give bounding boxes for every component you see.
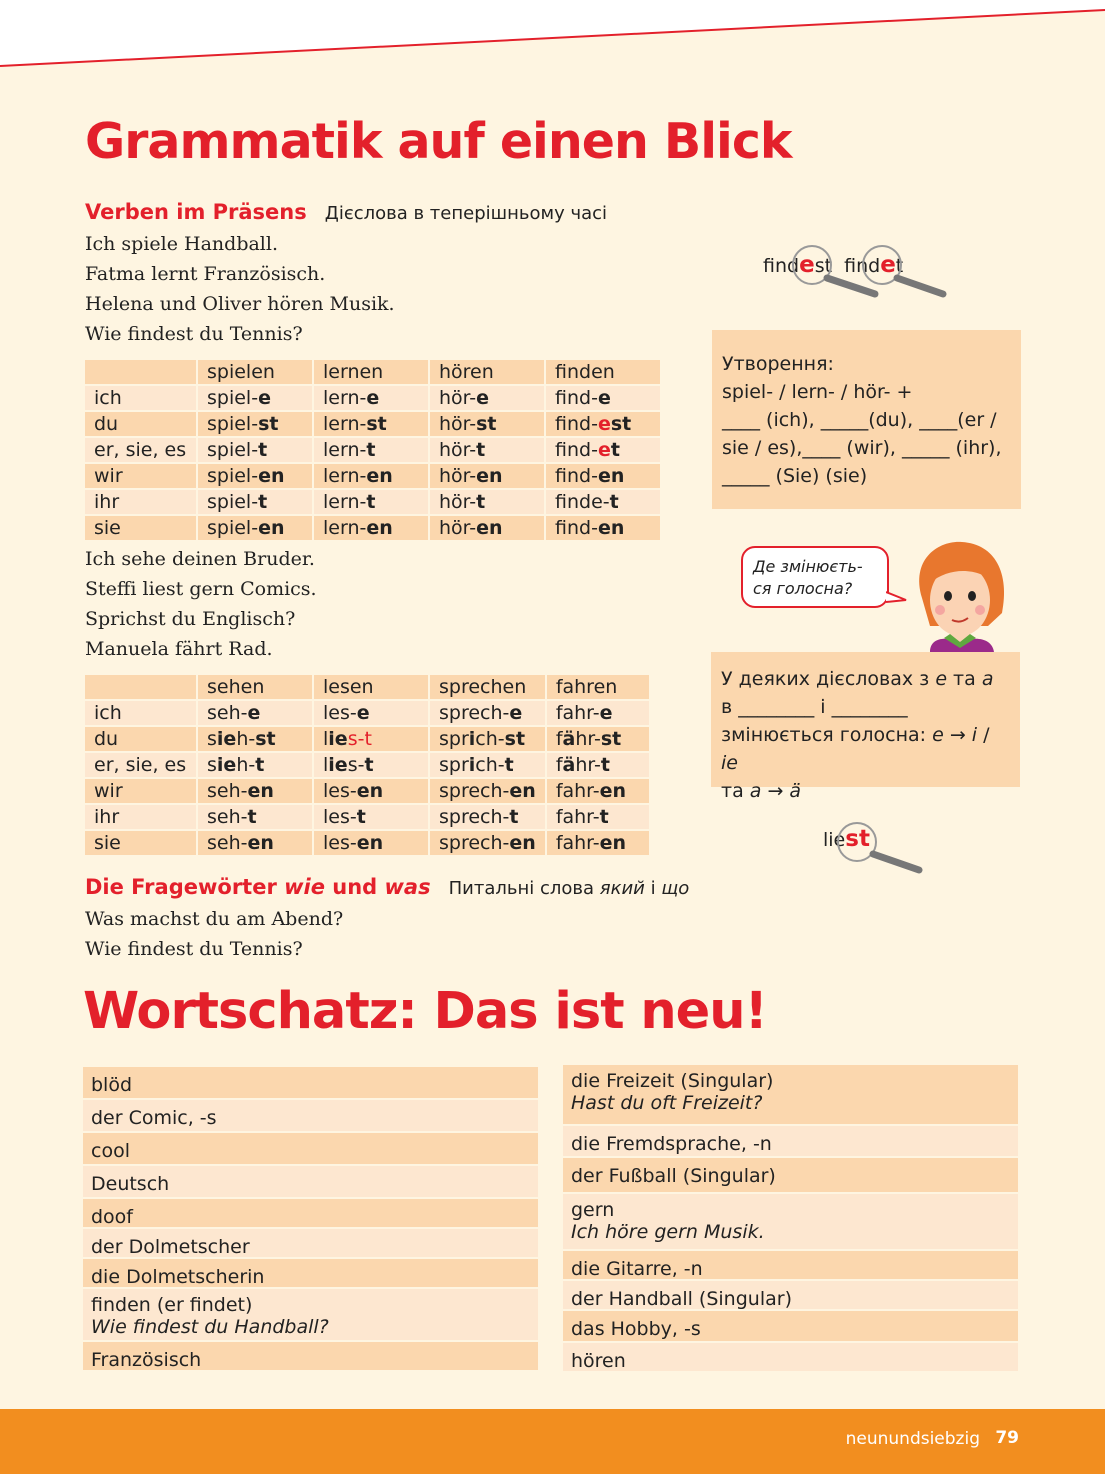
- table-cell: spiel-t: [198, 490, 312, 514]
- table-cell: du: [85, 412, 196, 436]
- example-sentence: Helena und Oliver hören Musik.: [85, 293, 395, 315]
- table-row: [85, 386, 660, 410]
- table-row: [85, 779, 649, 803]
- vocab-word: Deutsch: [91, 1173, 170, 1195]
- table-cell: seh-en: [198, 831, 312, 855]
- vocab-item: [563, 1281, 1018, 1309]
- top-red-line: [0, 0, 1105, 70]
- vocab-item: [83, 1100, 538, 1131]
- vocab-word: finden (er findet): [91, 1294, 253, 1316]
- table-header-cell: sprechen: [430, 675, 545, 699]
- section-heading-questions: [85, 875, 689, 899]
- vocab-word: blöd: [91, 1074, 133, 1096]
- vowel-change-box: [711, 652, 1020, 802]
- vocab-word: der Handball (Singular): [571, 1288, 792, 1310]
- table-cell: hör-t: [430, 438, 544, 462]
- page-top-margin: [0, 0, 1105, 70]
- vocab-item: [83, 1342, 538, 1370]
- table-cell: sprich-st: [430, 727, 545, 751]
- questions-heading-translation: Питальні слова який і що: [448, 878, 690, 899]
- vocab-item: [563, 1065, 1018, 1124]
- table-cell: wir: [85, 779, 196, 803]
- footer-page-word: neunundsiebzig: [845, 1429, 980, 1449]
- vocab-item: [563, 1343, 1018, 1371]
- table-cell: sie: [85, 831, 196, 855]
- table-row: [85, 412, 660, 436]
- formation-line: _____ (Sie) (sie): [722, 465, 868, 487]
- questions-heading-text: Die Fragewörter wie und was: [85, 875, 431, 899]
- vocab-item: [563, 1126, 1018, 1156]
- table-row: [85, 753, 649, 777]
- table-cell: ich: [85, 386, 196, 410]
- table-cell: spiel-st: [198, 412, 312, 436]
- vocab-word: hören: [571, 1350, 626, 1372]
- vocabulary-list-left: [83, 1067, 538, 1372]
- conjugation-table-regular: [83, 358, 662, 542]
- speech-bubble: [741, 546, 889, 608]
- table-cell: spiel-en: [198, 464, 312, 488]
- vocab-word: der Comic, -s: [91, 1107, 217, 1129]
- table-cell: hör-t: [430, 490, 544, 514]
- table-row: [85, 464, 660, 488]
- example-sentence: Steffi liest gern Comics.: [85, 578, 317, 600]
- section-heading-verbs: [85, 200, 607, 224]
- table-cell: find-en: [546, 464, 660, 488]
- table-cell: fahr-en: [547, 779, 649, 803]
- table-cell: les-t: [314, 805, 428, 829]
- vowel-change-line: та a → ä: [721, 780, 802, 802]
- vocab-word: das Hobby, -s: [571, 1318, 701, 1340]
- table-header-cell: hören: [430, 360, 544, 384]
- table-cell: spiel-t: [198, 438, 312, 462]
- table-cell: find-est: [546, 412, 660, 436]
- vocab-item: [563, 1311, 1018, 1341]
- table-header-cell: [85, 360, 196, 384]
- table-header-row: [85, 360, 660, 384]
- formation-line: spiel- / lern- / hör- +: [722, 381, 913, 403]
- table-cell: les-en: [314, 831, 428, 855]
- vocab-item: [563, 1158, 1018, 1192]
- vocab-word: cool: [91, 1140, 130, 1162]
- vocab-example: Wie findest du Handball?: [91, 1316, 329, 1338]
- vocab-word: doof: [91, 1206, 133, 1228]
- magnifier-label-findest: findest findet: [763, 252, 904, 278]
- table-cell: hör-en: [430, 464, 544, 488]
- table-cell: seh-t: [198, 805, 312, 829]
- table-cell: fahr-t: [547, 805, 649, 829]
- table-cell: find-en: [546, 516, 660, 540]
- vocab-word: die Fremdsprache, -n: [571, 1133, 772, 1155]
- table-cell: ich: [85, 701, 196, 725]
- example-sentences-1: [85, 229, 395, 349]
- table-cell: lern-t: [314, 438, 428, 462]
- vocab-item: [563, 1194, 1018, 1249]
- table-cell: sprich-t: [430, 753, 545, 777]
- vocab-item: [83, 1259, 538, 1287]
- table-cell: fahr-e: [547, 701, 649, 725]
- table-cell: sie: [85, 516, 196, 540]
- table-row: [85, 831, 649, 855]
- vocab-word: die Freizeit (Singular): [571, 1070, 774, 1092]
- table-row: [85, 701, 649, 725]
- vocab-word: Französisch: [91, 1349, 202, 1371]
- example-sentence: Fatma lernt Französisch.: [85, 263, 326, 285]
- vocab-example: Hast du oft Freizeit?: [571, 1092, 763, 1114]
- vocab-word: der Dolmetscher: [91, 1236, 250, 1258]
- table-cell: find-e: [546, 386, 660, 410]
- example-sentence: Manuela fährt Rad.: [85, 638, 273, 660]
- table-cell: sprech-en: [430, 831, 545, 855]
- table-cell: ihr: [85, 805, 196, 829]
- verbs-heading-translation: Дієслова в теперішньому часі: [324, 203, 608, 224]
- girl-illustration: [900, 538, 1020, 652]
- table-header-cell: lesen: [314, 675, 428, 699]
- table-header-row: [85, 675, 649, 699]
- table-cell: lern-en: [314, 464, 428, 488]
- table-cell: lern-en: [314, 516, 428, 540]
- vocab-word: die Dolmetscherin: [91, 1266, 265, 1288]
- table-row: [85, 490, 660, 514]
- table-cell: sprech-en: [430, 779, 545, 803]
- table-header-cell: sehen: [198, 675, 312, 699]
- vocab-word: gern: [571, 1199, 615, 1221]
- page-footer: [0, 1409, 1105, 1474]
- vocabulary-list-right: [563, 1065, 1018, 1373]
- formation-line: ____ (ich), _____(du), ____(er /: [722, 409, 997, 431]
- table-cell: les-e: [314, 701, 428, 725]
- table-cell: er, sie, es: [85, 753, 196, 777]
- page-number: 79: [995, 1428, 1019, 1448]
- table-cell: fähr-t: [547, 753, 649, 777]
- table-cell: sprech-e: [430, 701, 545, 725]
- table-cell: wir: [85, 464, 196, 488]
- table-cell: lern-st: [314, 412, 428, 436]
- table-cell: spiel-e: [198, 386, 312, 410]
- vocab-item: [83, 1229, 538, 1257]
- table-cell: lern-e: [314, 386, 428, 410]
- magnifier-label-liest: liest: [823, 826, 870, 852]
- example-sentence: Was machst du am Abend?: [85, 908, 344, 930]
- vowel-change-line: У деяких дієсловах з e та a: [721, 668, 994, 690]
- verbs-heading-text: Verben im Präsens: [85, 200, 307, 224]
- vocab-item: [83, 1289, 538, 1340]
- table-row: [85, 438, 660, 462]
- table-header-cell: lernen: [314, 360, 428, 384]
- vocab-item: [563, 1251, 1018, 1279]
- bubble-line-1: Де змінюєть-: [753, 557, 863, 576]
- example-sentence: Sprichst du Englisch?: [85, 608, 296, 630]
- formation-box: [712, 330, 1021, 509]
- vocab-item: [83, 1166, 538, 1197]
- conjugation-table-vowel-change: [83, 673, 651, 857]
- table-row: [85, 727, 649, 751]
- example-sentence: Ich sehe deinen Bruder.: [85, 548, 315, 570]
- vocab-item: [83, 1133, 538, 1164]
- example-sentence: Ich spiele Handball.: [85, 233, 278, 255]
- vocab-item: [83, 1067, 538, 1098]
- table-cell: hör-e: [430, 386, 544, 410]
- vowel-change-line: в ________ і ________: [721, 696, 908, 718]
- example-sentences-3: [85, 904, 343, 964]
- formation-line: Утворення:: [722, 353, 834, 375]
- table-cell: hör-st: [430, 412, 544, 436]
- bubble-line-2: ся голосна?: [753, 579, 853, 598]
- table-cell: find-et: [546, 438, 660, 462]
- table-header-cell: finden: [546, 360, 660, 384]
- vocab-word: der Fußball (Singular): [571, 1165, 776, 1187]
- vocabulary-title: Wortschatz: Das ist neu!: [83, 982, 767, 1041]
- table-header-cell: spielen: [198, 360, 312, 384]
- table-cell: lies-t: [314, 727, 428, 751]
- table-cell: sieh-t: [198, 753, 312, 777]
- vocab-word: die Gitarre, -n: [571, 1258, 703, 1280]
- table-cell: fähr-st: [547, 727, 649, 751]
- table-cell: fahr-en: [547, 831, 649, 855]
- table-cell: ihr: [85, 490, 196, 514]
- table-row: [85, 805, 649, 829]
- example-sentences-2: [85, 544, 317, 664]
- table-cell: er, sie, es: [85, 438, 196, 462]
- table-cell: sprech-t: [430, 805, 545, 829]
- magnifier-icon: [785, 240, 955, 300]
- page-title: Grammatik auf einen Blick: [85, 113, 792, 170]
- table-cell: les-en: [314, 779, 428, 803]
- vocab-item: [83, 1199, 538, 1227]
- formation-line: sie / es),____ (wir), _____ (ihr),: [722, 437, 1002, 459]
- table-cell: spiel-en: [198, 516, 312, 540]
- table-cell: lies-t: [314, 753, 428, 777]
- table-cell: hör-en: [430, 516, 544, 540]
- table-cell: seh-e: [198, 701, 312, 725]
- example-sentence: Wie findest du Tennis?: [85, 938, 303, 960]
- table-cell: lern-t: [314, 490, 428, 514]
- table-header-cell: [85, 675, 196, 699]
- table-cell: du: [85, 727, 196, 751]
- table-cell: sieh-st: [198, 727, 312, 751]
- table-header-cell: fahren: [547, 675, 649, 699]
- magnifier-icon: [835, 820, 925, 878]
- vowel-change-line: змінюється голосна: e → i / ie: [721, 724, 990, 774]
- table-row: [85, 516, 660, 540]
- table-cell: seh-en: [198, 779, 312, 803]
- vocab-example: Ich höre gern Musik.: [571, 1221, 765, 1243]
- table-cell: finde-t: [546, 490, 660, 514]
- example-sentence: Wie findest du Tennis?: [85, 323, 303, 345]
